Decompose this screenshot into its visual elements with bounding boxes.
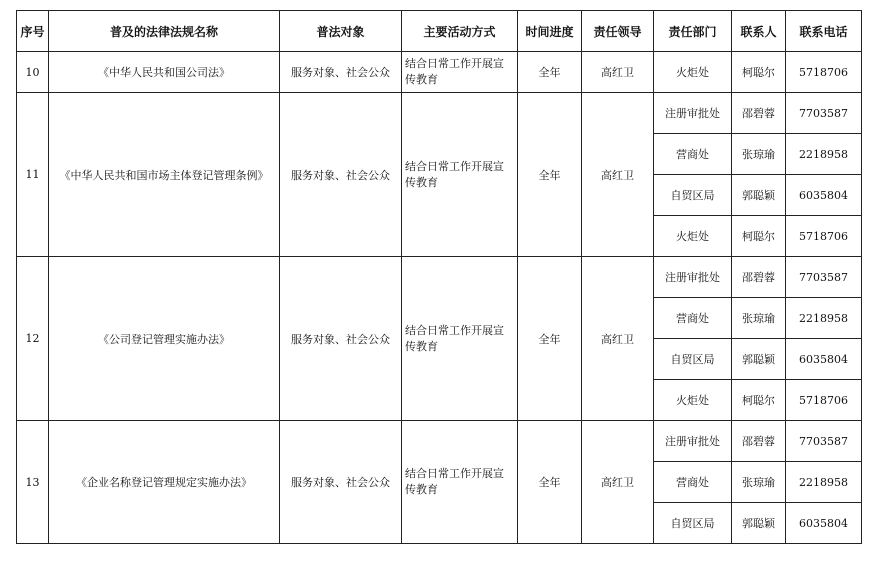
row-number: 11 [17,93,49,257]
activity-method: 结合日常工作开展宣传教育 [402,257,518,421]
law-publicity-table [16,10,862,544]
contact-phone: 2218958 [786,134,862,175]
table-row [17,421,862,462]
header-cell-no: 序号 [17,11,49,52]
contact-phone: 7703587 [786,93,862,134]
publicity-target: 服务对象、社会公众 [280,93,402,257]
header-row [17,11,862,52]
activity-method: 结合日常工作开展宣传教育 [402,421,518,544]
responsible-dept: 火炬处 [654,216,732,257]
contact-person: 郭聪颖 [732,503,786,544]
responsible-dept: 火炬处 [654,52,732,93]
responsible-dept: 火炬处 [654,380,732,421]
contact-phone: 2218958 [786,462,862,503]
responsible-leader: 高红卫 [582,257,654,421]
header-cell-time: 时间进度 [518,11,582,52]
header-cell-method: 主要活动方式 [402,11,518,52]
responsible-leader: 高红卫 [582,421,654,544]
header-cell-target: 普法对象 [280,11,402,52]
responsible-dept: 营商处 [654,298,732,339]
contact-phone: 6035804 [786,175,862,216]
table-row [17,257,862,298]
contact-person: 郭聪颖 [732,339,786,380]
responsible-dept: 营商处 [654,134,732,175]
contact-person: 邵碧蓉 [732,93,786,134]
row-number: 10 [17,52,49,93]
header-cell-leader: 责任领导 [582,11,654,52]
time-progress: 全年 [518,257,582,421]
responsible-dept: 自贸区局 [654,175,732,216]
responsible-dept: 注册审批处 [654,93,732,134]
responsible-dept: 自贸区局 [654,339,732,380]
row-number: 13 [17,421,49,544]
contact-phone: 7703587 [786,257,862,298]
activity-method: 结合日常工作开展宣传教育 [402,93,518,257]
responsible-dept: 自贸区局 [654,503,732,544]
time-progress: 全年 [518,52,582,93]
contact-person: 邵碧蓉 [732,257,786,298]
contact-phone: 6035804 [786,503,862,544]
responsible-leader: 高红卫 [582,52,654,93]
contact-person: 张琼瑜 [732,298,786,339]
publicity-target: 服务对象、社会公众 [280,52,402,93]
contact-person: 柯聪尔 [732,380,786,421]
responsible-dept: 注册审批处 [654,257,732,298]
contact-phone: 5718706 [786,52,862,93]
law-name: 《公司登记管理实施办法》 [49,257,280,421]
time-progress: 全年 [518,93,582,257]
law-name: 《中华人民共和国公司法》 [49,52,280,93]
contact-person: 邵碧蓉 [732,421,786,462]
table-body [17,52,862,544]
activity-method: 结合日常工作开展宣传教育 [402,52,518,93]
header-cell-dept: 责任部门 [654,11,732,52]
contact-phone: 5718706 [786,216,862,257]
contact-phone: 6035804 [786,339,862,380]
contact-person: 郭聪颖 [732,175,786,216]
responsible-dept: 营商处 [654,462,732,503]
publicity-target: 服务对象、社会公众 [280,421,402,544]
header-cell-contact: 联系人 [732,11,786,52]
contact-phone: 2218958 [786,298,862,339]
law-name: 《中华人民共和国市场主体登记管理条例》 [49,93,280,257]
contact-person: 柯聪尔 [732,52,786,93]
header-cell-law: 普及的法律法规名称 [49,11,280,52]
publicity-target: 服务对象、社会公众 [280,257,402,421]
time-progress: 全年 [518,421,582,544]
responsible-leader: 高红卫 [582,93,654,257]
row-number: 12 [17,257,49,421]
table-row [17,93,862,134]
law-name: 《企业名称登记管理规定实施办法》 [49,421,280,544]
responsible-dept: 注册审批处 [654,421,732,462]
contact-phone: 5718706 [786,380,862,421]
contact-phone: 7703587 [786,421,862,462]
contact-person: 柯聪尔 [732,216,786,257]
header-cell-phone: 联系电话 [786,11,862,52]
table-row [17,52,862,93]
contact-person: 张琼瑜 [732,134,786,175]
contact-person: 张琼瑜 [732,462,786,503]
